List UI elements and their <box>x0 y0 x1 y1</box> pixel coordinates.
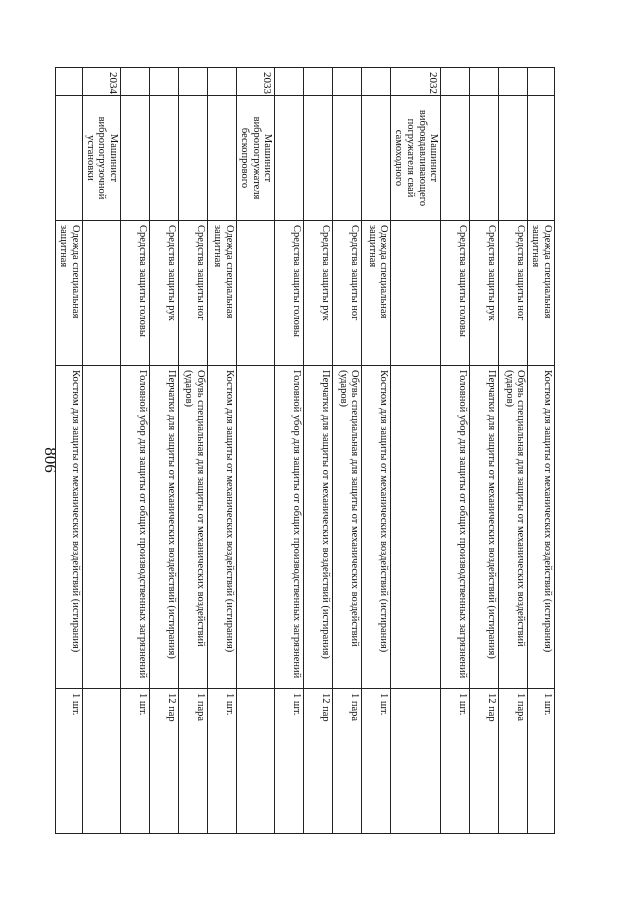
profession-cell <box>150 96 179 221</box>
ppe-description-cell: Костюм для защиты от механических воздействий (истирания) <box>362 366 391 689</box>
ppe-description-cell: Костюм для защиты от механических воздействий (истирания) <box>208 366 237 689</box>
ppe-description-cell: Перчатки для защиты от механических воздействий (истирания) <box>150 366 179 689</box>
quantity-cell: 1 шт. <box>441 689 470 834</box>
profession-cell: Машинист вибропогрузочной установки <box>83 96 121 221</box>
ppe-category-cell: Одежда специальная защитная <box>528 221 555 366</box>
table-row <box>150 68 179 834</box>
ppe-category-cell: Одежда специальная защитная <box>362 221 391 366</box>
row-number-cell <box>150 68 179 96</box>
table-row <box>275 68 304 834</box>
quantity-cell: 1 шт. <box>275 689 304 834</box>
ppe-description-cell <box>83 366 121 689</box>
table-row <box>499 68 528 834</box>
row-number-cell <box>121 68 150 96</box>
ppe-category-cell: Средства защиты рук <box>304 221 333 366</box>
ppe-category-cell: Одежда специальная защитная <box>56 221 83 366</box>
ppe-description-cell: Перчатки для защиты от механических воздействий (истирания) <box>304 366 333 689</box>
table-row <box>470 68 499 834</box>
ppe-category-cell: Средства защиты ног <box>179 221 208 366</box>
table-row <box>121 68 150 834</box>
row-number-cell <box>470 68 499 96</box>
profession-cell <box>304 96 333 221</box>
quantity-cell: 1 пара <box>333 689 362 834</box>
profession-cell: Машинист вибропогружателя бескопрового <box>237 96 275 221</box>
profession-cell <box>333 96 362 221</box>
ppe-category-cell <box>83 221 121 366</box>
profession-cell <box>208 96 237 221</box>
quantity-cell: 1 шт. <box>362 689 391 834</box>
table-row <box>179 68 208 834</box>
profession-cell <box>275 96 304 221</box>
row-number-cell <box>275 68 304 96</box>
profession-cell <box>441 96 470 221</box>
quantity-cell: 12 пар <box>304 689 333 834</box>
profession-cell <box>499 96 528 221</box>
profession-cell <box>121 96 150 221</box>
profession-cell <box>179 96 208 221</box>
page-number-text: 806 <box>41 447 60 473</box>
quantity-cell: 1 пара <box>499 689 528 834</box>
ppe-description-cell: Головной убор для защиты от общих производственных загрязнений <box>441 366 470 689</box>
ppe-description-cell <box>237 366 275 689</box>
table-row <box>83 68 121 834</box>
table-wrapper <box>58 67 555 833</box>
quantity-cell: 1 пара <box>179 689 208 834</box>
ppe-category-cell: Средства защиты ног <box>333 221 362 366</box>
row-number-cell <box>528 68 555 96</box>
quantity-cell <box>237 689 275 834</box>
quantity-cell: 1 шт. <box>528 689 555 834</box>
row-number-cell: 2033 <box>237 68 275 96</box>
profession-cell <box>470 96 499 221</box>
row-number-cell <box>179 68 208 96</box>
ppe-category-cell: Средства защиты ног <box>499 221 528 366</box>
ppe-category-cell: Одежда специальная защитная <box>208 221 237 366</box>
ppe-category-cell: Средства защиты рук <box>150 221 179 366</box>
ppe-description-cell: Костюм для защиты от механических воздействий (истирания) <box>528 366 555 689</box>
table-row <box>362 68 391 834</box>
table-row <box>304 68 333 834</box>
table-row <box>441 68 470 834</box>
quantity-cell: 1 шт. <box>121 689 150 834</box>
ppe-description-cell: Костюм для защиты от механических воздействий (истирания) <box>56 366 83 689</box>
table-row <box>56 68 83 834</box>
ppe-category-cell: Средства защиты рук <box>470 221 499 366</box>
ppe-category-cell <box>391 221 441 366</box>
ppe-description-cell: Перчатки для защиты от механических воздействий (истирания) <box>470 366 499 689</box>
table-row <box>333 68 362 834</box>
ppe-description-cell: Обувь специальная для защиты от механических воздействий (ударов) <box>499 366 528 689</box>
ppe-description-cell: Головной убор для защиты от общих производственных загрязнений <box>121 366 150 689</box>
ppe-category-cell: Средства защиты головы <box>121 221 150 366</box>
row-number-cell <box>208 68 237 96</box>
ppe-category-cell <box>237 221 275 366</box>
table-row <box>528 68 555 834</box>
row-number-cell <box>304 68 333 96</box>
quantity-cell: 12 пар <box>150 689 179 834</box>
row-number-cell <box>499 68 528 96</box>
table-row <box>208 68 237 834</box>
ppe-description-cell: Головной убор для защиты от общих производственных загрязнений <box>275 366 304 689</box>
row-number-cell <box>333 68 362 96</box>
quantity-cell: 1 шт. <box>208 689 237 834</box>
quantity-cell <box>391 689 441 834</box>
ppe-description-cell: Обувь специальная для защиты от механических воздействий (ударов) <box>179 366 208 689</box>
row-number-cell <box>441 68 470 96</box>
ppe-norms-table <box>56 67 556 834</box>
profession-cell: Машинист вибровдавливающего погружателя свай самоходного <box>391 96 441 221</box>
table-row <box>391 68 441 834</box>
row-number-cell: 2032 <box>391 68 441 96</box>
profession-cell <box>56 96 83 221</box>
ppe-description-cell <box>391 366 441 689</box>
row-number-cell <box>362 68 391 96</box>
row-number-cell: 2034 <box>83 68 121 96</box>
ppe-description-cell: Обувь специальная для защиты от механических воздействий (ударов) <box>333 366 362 689</box>
profession-cell <box>362 96 391 221</box>
quantity-cell <box>83 689 121 834</box>
profession-cell <box>528 96 555 221</box>
quantity-cell: 12 пар <box>470 689 499 834</box>
ppe-category-cell: Средства защиты головы <box>441 221 470 366</box>
table-row <box>237 68 275 834</box>
table-body <box>56 68 555 834</box>
row-number-cell <box>56 68 83 96</box>
ppe-category-cell: Средства защиты головы <box>275 221 304 366</box>
quantity-cell: 1 шт. <box>56 689 83 834</box>
